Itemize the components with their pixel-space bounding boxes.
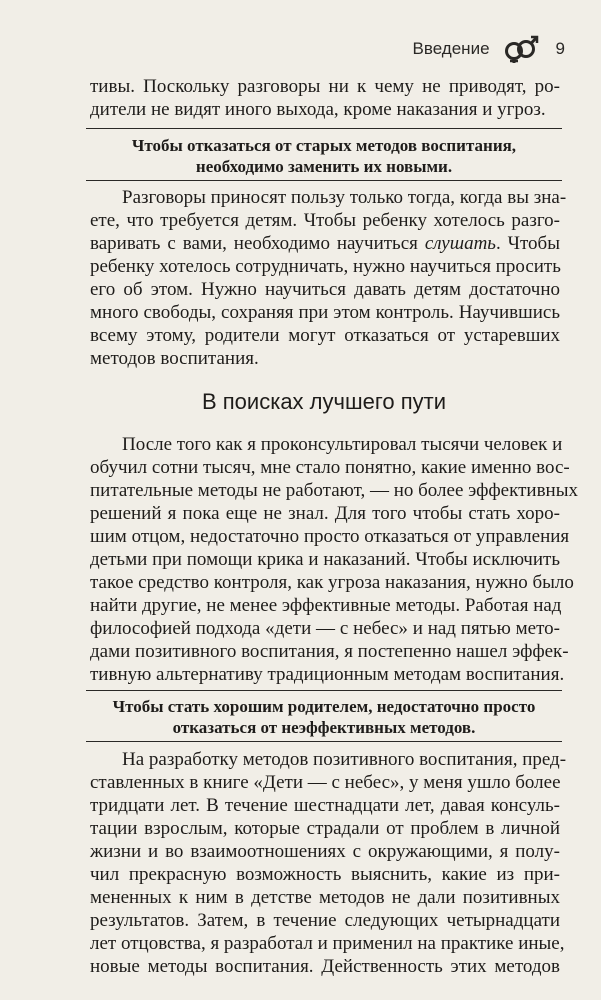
paragraph-line: тации взрослым, которые страдали от проблем в личной <box>90 818 560 839</box>
paragraph-line: тивную альтернативу традиционным методам воспитания. <box>90 664 565 685</box>
paragraph-line: Разговоры приносят пользу только тогда, когда вы зна- <box>122 187 567 208</box>
paragraph-line: детьми при помощи крика и наказаний. Чтобы исключить <box>90 549 560 570</box>
paragraph-line: решений я пока еще не знал. Для того чтобы стать хоро- <box>90 503 560 524</box>
callout-top-rule <box>86 128 562 129</box>
paragraph-line: дители не видят иного выхода, кроме наказания и угроз. <box>90 99 546 120</box>
callout-line: отказаться от неэффективных методов. <box>172 718 476 737</box>
running-header <box>413 34 565 64</box>
callout-line: Чтобы стать хорошим родителем, недостаточно просто <box>112 697 536 716</box>
paragraph-line: методов воспитания. <box>90 348 259 369</box>
page-number: 9 <box>555 39 565 58</box>
male-female-symbol-icon <box>502 34 540 64</box>
paragraph-line: лет отцовства, я разработал и применил на практике иные, <box>90 933 565 954</box>
emphasis-word: слушать <box>424 233 496 254</box>
paragraph-line: много свободы, сохраняя при этом контроль. Научившись <box>90 302 560 323</box>
paragraph-line: На разработку методов позитивного воспитания, пред- <box>122 749 567 770</box>
paragraph-line: ете, что требуется детям. Чтобы ребенку хотелось разго- <box>90 210 560 231</box>
section-title: Введение <box>412 39 490 58</box>
paragraph-line: такое средство контроля, как угроза наказания, нужно было <box>90 572 574 593</box>
paragraph-line: мененных к ним в детстве методов не дали позитивных <box>90 887 560 908</box>
paragraph-line: шим отцом, недостаточно просто отказаться от управления <box>90 526 570 547</box>
callout-line: необходимо заменить их новыми. <box>195 157 453 176</box>
paragraph-line: найти другие, не менее эффективные методы. Работая над <box>90 595 562 616</box>
paragraph-line: его об этом. Нужно научиться давать детям достаточно <box>90 279 560 300</box>
paragraph-line: философией подхода «дети — с небес» и над пятью мето- <box>90 618 560 639</box>
paragraph-line: чил прекрасную возможность выяснить, какие из при- <box>90 864 560 885</box>
paragraph-line: питательные методы не работают, — но более эффективных <box>90 480 578 501</box>
paragraph-line: новые методы воспитания. Действенность этих методов <box>90 956 560 977</box>
paragraph-line: всему этому, родители могут отказаться от устаревших <box>90 325 560 346</box>
text-span: варивать с вами, необходимо научиться <box>90 233 425 254</box>
paragraph-line: ставленных в книге «Дети — с небес», у меня ушло более <box>90 772 561 793</box>
callout-bottom-rule <box>86 180 562 181</box>
paragraph-line: дами позитивного воспитания, я постепенно нашел эффек- <box>90 641 569 662</box>
callout-top-rule <box>86 690 562 691</box>
paragraph-line: результатов. Затем, в течение следующих четырнадцати <box>90 910 560 931</box>
callout-bottom-rule <box>86 741 562 742</box>
paragraph-line: После того как я проконсультировал тысячи человек и <box>122 434 563 455</box>
section-heading: В поисках лучшего пути <box>201 389 447 414</box>
paragraph-line: тридцати лет. В течение шестнадцати лет, давая консуль- <box>90 795 560 816</box>
paragraph-line: ребенку хотелось сотрудничать, нужно научиться просить <box>90 256 561 277</box>
paragraph-line: жизни и во взаимоотношениях с окружающими, я полу- <box>90 841 560 862</box>
paragraph-line <box>90 232 560 255</box>
paragraph-line: тивы. Поскольку разговоры ни к чему не приводят, ро- <box>90 76 560 97</box>
callout-line: Чтобы отказаться от старых методов воспитания, <box>131 136 517 155</box>
paragraph-line: обучил сотни тысяч, мне стало понятно, какие именно вос- <box>90 457 570 478</box>
text-span: . Чтобы <box>495 233 560 254</box>
